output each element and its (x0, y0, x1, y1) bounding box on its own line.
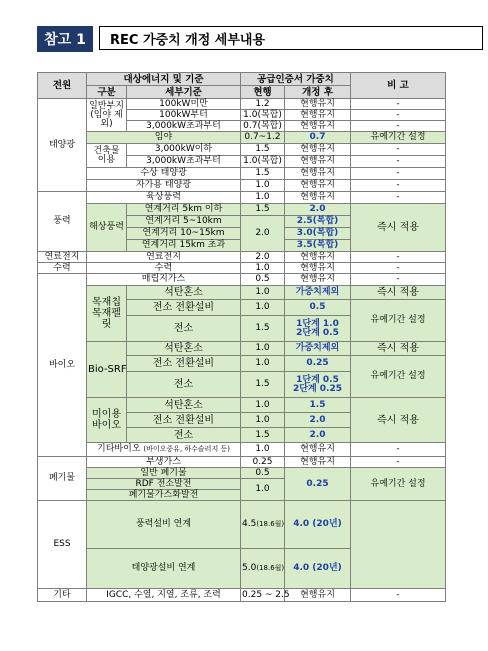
current-text: 4.5 (242, 519, 257, 529)
revised-cell: 3.0(복합) (285, 228, 351, 240)
current-cell: 1.5 (241, 372, 285, 398)
remark-cell: 유예기간 설정 (351, 356, 446, 398)
revised-cell (285, 372, 351, 398)
category-building (87, 144, 127, 168)
criteria-cell: 3,000kW초과부터 (127, 156, 241, 168)
category-srf: Bio-SRF (87, 342, 127, 398)
remark-cell: - (351, 144, 446, 156)
revised-cell: 0.25 (285, 356, 351, 372)
current-cell: 1.0 (241, 180, 285, 192)
criteria-text: 기타바이오 (97, 444, 141, 454)
criteria-cell: 태양광설비 연계 (87, 549, 241, 589)
category-building-label: 건축물 이용 (93, 145, 120, 165)
criteria-cell (87, 443, 241, 457)
current-cell: 0.7(복합) (241, 121, 285, 132)
col-remark: 비 고 (351, 73, 446, 99)
current-cell: 1.0 (241, 443, 285, 457)
revised-cell: 2.5(복합) (285, 216, 351, 228)
current-cell: 1.5 (241, 144, 285, 156)
criteria-cell: 100kW부터 (127, 110, 241, 121)
category-general-land (87, 99, 127, 132)
criteria-cell: RDF 전소발전 (87, 479, 241, 490)
revised-cell: 0.5 (285, 300, 351, 316)
remark-cell: - (351, 192, 446, 204)
criteria-cell: IGCC, 수열, 지열, 조류, 조력 (87, 589, 241, 602)
remark-cell: - (351, 589, 446, 602)
revised-cell: 현행유지 (285, 144, 351, 156)
revised-cell: 2.0 (285, 413, 351, 428)
remark-cell: - (351, 252, 446, 263)
category-general-land-label: 일반부지 (임야 제외) (89, 100, 124, 129)
current-cell (241, 549, 285, 589)
current-note: (18.6월) (256, 520, 285, 528)
revised-cell: 1.5 (285, 398, 351, 413)
criteria-cell: 전소 (127, 372, 241, 398)
current-cell: 0.5 (241, 274, 285, 286)
criteria-cell: 3,000kW이하 (127, 144, 241, 156)
criteria-cell: 연계거리 10~15km (127, 228, 241, 240)
remark-cell: - (351, 263, 446, 274)
revised-cell: 현행유지 (285, 156, 351, 168)
col-current: 현행 (241, 86, 285, 99)
reference-badge: 참고 1 (37, 26, 93, 52)
criteria-cell: 전소 (127, 316, 241, 342)
criteria-cell: 석탄혼소 (127, 342, 241, 356)
source-wind: 풍력 (38, 192, 87, 252)
criteria-cell: 100kW미만 (127, 99, 241, 110)
remark-cell: - (351, 99, 446, 110)
current-cell: 1.5 (241, 168, 285, 180)
revised-cell: 현행유지 (285, 274, 351, 286)
category-wood-label: 목재칩 목재펠릿 (92, 297, 121, 330)
current-cell: 2.0 (241, 216, 285, 252)
criteria-cell: 매립지가스 (87, 274, 241, 286)
remark-cell: - (351, 121, 446, 132)
revised-cell: 4.0 (20년) (285, 501, 351, 549)
remark-cell: 유예기간 설정 (351, 300, 446, 342)
criteria-cell: 연계거리 5km 이하 (127, 204, 241, 216)
source-ess: ESS (38, 501, 87, 589)
remark-cell: - (351, 274, 446, 286)
revised-cell: 가중치제외 (285, 286, 351, 300)
current-cell: 1.0 (241, 398, 285, 413)
revised-cell: 현행유지 (285, 589, 351, 602)
criteria-cell: 육상풍력 (87, 192, 241, 204)
remark-cell: 즉시 적용 (351, 398, 446, 443)
criteria-cell: 풍력설비 연계 (87, 501, 241, 549)
current-cell: 1.0(복합) (241, 156, 285, 168)
source-hydro: 수력 (38, 263, 87, 274)
col-target: 대상에너지 및 기준 (87, 73, 241, 86)
current-text: 5.0 (242, 563, 257, 573)
criteria-cell: 수상 태양광 (87, 168, 241, 180)
source-waste: 폐기물 (38, 457, 87, 501)
criteria-cell: 전소 전환설비 (127, 413, 241, 428)
revised-cell: 3.5(복합) (285, 240, 351, 252)
remark-cell: - (351, 156, 446, 168)
criteria-cell: 수력 (87, 263, 241, 274)
remark-cell: - (351, 168, 446, 180)
criteria-cell: 연계거리 15km 초과 (127, 240, 241, 252)
current-cell: 0.25 ~ 2.5 (242, 589, 290, 600)
revised-cell: 2.0 (285, 204, 351, 216)
current-cell: 1.0 (241, 413, 285, 428)
category-wood (87, 286, 127, 342)
criteria-cell: 전소 (127, 428, 241, 443)
source-fuelcell: 연료전지 (38, 252, 87, 263)
col-category: 구분 (87, 86, 127, 99)
col-criteria: 세부기준 (127, 86, 241, 99)
revised-cell: 4.0 (20년) (285, 549, 351, 589)
current-cell: 1.0 (241, 479, 285, 501)
criteria-cell: 일반 폐기물 (87, 468, 241, 479)
revised-cell: 2.0 (285, 428, 351, 443)
current-cell: 1.0 (241, 286, 285, 300)
current-cell: 1.0 (241, 356, 285, 372)
current-cell: 1.5 (241, 316, 285, 342)
header (37, 26, 483, 52)
revised-cell: 현행유지 (285, 192, 351, 204)
col-revised: 개정 후 (285, 86, 351, 99)
revised-text: 1단계 1.0 2단계 0.5 (296, 318, 339, 338)
source-etc: 기타 (38, 589, 87, 602)
col-source: 전원 (38, 73, 87, 99)
remark-cell (351, 501, 446, 589)
remark-cell: 유예기간 설정 (351, 132, 446, 144)
current-cell: 1.0 (241, 342, 285, 356)
source-bio: 바이오 (38, 274, 87, 457)
revised-cell: 현행유지 (285, 443, 351, 457)
criteria-cell: 3,000kW초과부터 (127, 121, 241, 132)
revised-cell: 현행유지 (285, 457, 351, 468)
criteria-cell: 연료전지 (87, 252, 241, 263)
current-cell: 1.0 (241, 263, 285, 274)
criteria-cell: 자가용 태양광 (87, 180, 241, 192)
remark-cell: - (351, 180, 446, 192)
current-cell: 1.0 (241, 192, 285, 204)
current-cell: 0.7~1.2 (241, 132, 285, 144)
current-cell: 0.5 (241, 468, 285, 479)
revised-cell: 현행유지 (285, 99, 351, 110)
current-cell: 2.0 (241, 252, 285, 263)
current-note: (18.6월) (256, 564, 285, 572)
criteria-note: (바이오중유, 하수슬러지 등) (143, 445, 230, 453)
current-cell: 1.0(복합) (241, 110, 285, 121)
revised-text: 1단계 0.5 2단계 0.25 (293, 374, 342, 394)
source-solar: 태양광 (38, 99, 87, 192)
criteria-cell: 전소 전환설비 (127, 356, 241, 372)
criteria-cell: 석탄혼소 (127, 398, 241, 413)
remark-cell: - (351, 443, 446, 457)
revised-cell: 현행유지 (285, 168, 351, 180)
remark-cell: - (351, 457, 446, 468)
revised-cell (285, 316, 351, 342)
criteria-cell: 연계거리 5~10km (127, 216, 241, 228)
criteria-cell: 전소 전환설비 (127, 300, 241, 316)
category-unused-bio (87, 398, 127, 443)
current-cell: 1.2 (241, 99, 285, 110)
remark-cell: - (351, 110, 446, 121)
criteria-cell: 폐기물가스화발전 (87, 490, 241, 501)
remark-cell: 유예기간 설정 (351, 468, 446, 501)
revised-cell: 현행유지 (285, 263, 351, 274)
rec-weight-table (37, 72, 446, 602)
revised-cell: 0.25 (285, 468, 351, 501)
revised-cell: 현행유지 (285, 252, 351, 263)
current-cell: 1.0 (241, 300, 285, 316)
criteria-cell: 석탄혼소 (127, 286, 241, 300)
current-cell: 0.25 (241, 457, 285, 468)
current-cell: 1.5 (241, 428, 285, 443)
revised-cell: 0.7 (285, 132, 351, 144)
category-offshore: 해상풍력 (87, 204, 127, 252)
revised-cell: 현행유지 (285, 121, 351, 132)
current-cell (241, 501, 285, 549)
page-title: REC 가중치 개정 세부내용 (99, 26, 483, 50)
remark-cell: 즉시 적용 (351, 342, 446, 356)
revised-cell: 가중치제외 (285, 342, 351, 356)
current-cell: 1.5 (241, 204, 285, 216)
remark-cell: 즉시 적용 (351, 286, 446, 300)
category-unused-bio-label: 미이용 바이오 (92, 409, 121, 431)
revised-cell: 현행유지 (285, 180, 351, 192)
criteria-cell: 임야 (87, 132, 241, 144)
col-weight: 공급인증서 가중치 (241, 73, 351, 86)
remark-cell: 즉시 적용 (351, 204, 446, 252)
criteria-cell: 부생가스 (87, 457, 241, 468)
revised-cell: 현행유지 (285, 110, 351, 121)
